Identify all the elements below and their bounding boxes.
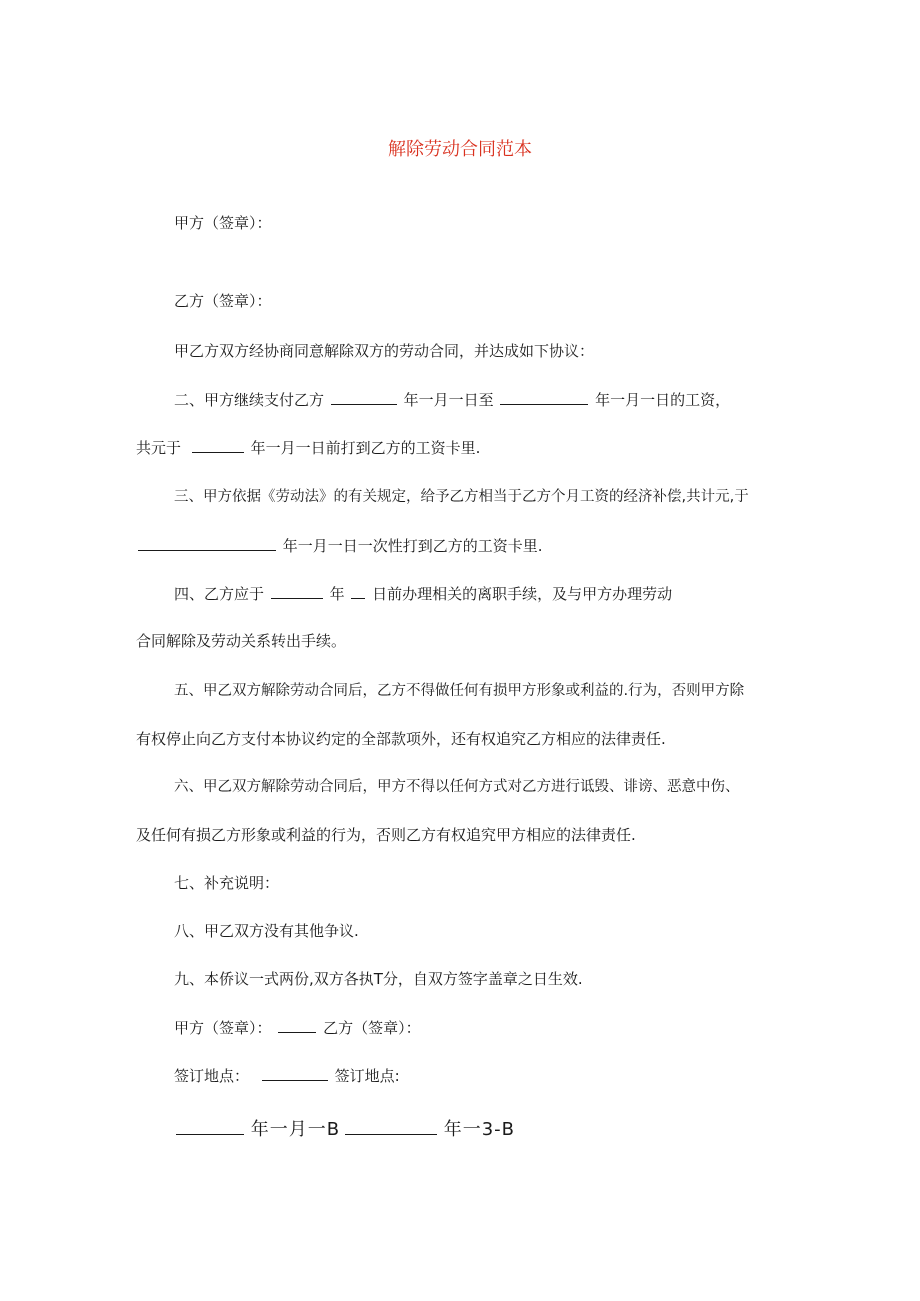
clause-7: 七、补充说明：	[174, 874, 280, 892]
footer-place-a-label: 签订地点：	[174, 1067, 250, 1085]
clause-9: 九、本侨议一式两份,双方各执T分，自双方签字盖章之日生效.	[174, 970, 583, 988]
clause-3-line-1: 三、甲方依据《劳动法》的有关规定，给予乙方相当于乙方个月工资的经济补偿,共计元,于	[174, 489, 749, 505]
footer-signature-line	[174, 1016, 421, 1039]
blank-field	[351, 582, 365, 599]
clause-6-line-1: 六、甲乙双方解除劳动合同后，甲方不得以任何方式对乙方进行诋毁、诽谤、恶意中伤、	[174, 779, 740, 795]
blank-field	[278, 1016, 316, 1033]
clause-4-text-3: 日前办理相关的离职手续，及与甲方办理劳动	[372, 585, 673, 603]
clause-4-text-2: 年	[329, 585, 345, 603]
clause-2-line-2	[136, 436, 480, 459]
intro-paragraph: 甲乙方双方经协商同意解除双方的劳动合同，并达成如下协议：	[174, 342, 595, 360]
clause-2-text-3: 年一月一日的工资，	[595, 391, 731, 409]
footer-place-b-label: 签订地点:	[334, 1067, 400, 1085]
document-title: 解除劳动合同范本	[388, 139, 532, 160]
blank-field	[192, 436, 244, 453]
clause-2-text-5: 年一月一日前打到乙方的工资卡里.	[250, 439, 481, 457]
blank-field	[500, 388, 588, 405]
clause-6-line-2: 及任何有损乙方形象或利益的行为，否则乙方有权追究甲方相应的法律责任.	[136, 826, 636, 844]
blank-field	[331, 388, 397, 405]
clause-8: 八、甲乙双方没有其他争议.	[174, 922, 359, 940]
clause-2-line-1	[174, 388, 730, 411]
clause-5-line-1: 五、甲乙双方解除劳动合同后，乙方不得做任何有损甲方形象或利益的.行为，否则甲方除	[174, 683, 745, 699]
clause-3-text-2: 年一月一日一次性打到乙方的工资卡里.	[282, 537, 543, 555]
party-b-signature-label: 乙方（签章）：	[174, 292, 272, 310]
footer-place-line	[174, 1064, 400, 1087]
clause-4-line-2: 合同解除及劳动关系转出手续。	[136, 632, 347, 650]
clause-4-text-1: 四、乙方应于	[174, 585, 265, 603]
footer-date-line	[174, 1118, 515, 1141]
party-a-signature-label: 甲方（签章）：	[174, 214, 272, 232]
clause-2-text-2: 年一月一日至	[403, 391, 494, 409]
clause-4-line-1	[174, 582, 672, 605]
footer-date-a: 年一月一B	[250, 1119, 341, 1140]
footer-party-a-label: 甲方（签章）：	[174, 1019, 272, 1037]
footer-party-b-label: 乙方（签章）：	[323, 1019, 421, 1037]
blank-field	[271, 582, 323, 599]
clause-2-text-1: 二、甲方继续支付乙方	[174, 391, 325, 409]
clause-5-line-2: 有权停止向乙方支付本协议约定的全部款项外，还有权追究乙方相应的法律责任.	[136, 730, 666, 748]
blank-field	[176, 1118, 244, 1135]
footer-date-b: 年一3-B	[443, 1119, 515, 1140]
clause-3-line-2	[136, 534, 543, 557]
clause-2-text-4: 共元于	[136, 439, 182, 457]
blank-field	[345, 1118, 437, 1135]
blank-field	[138, 534, 276, 551]
blank-field	[262, 1064, 328, 1081]
